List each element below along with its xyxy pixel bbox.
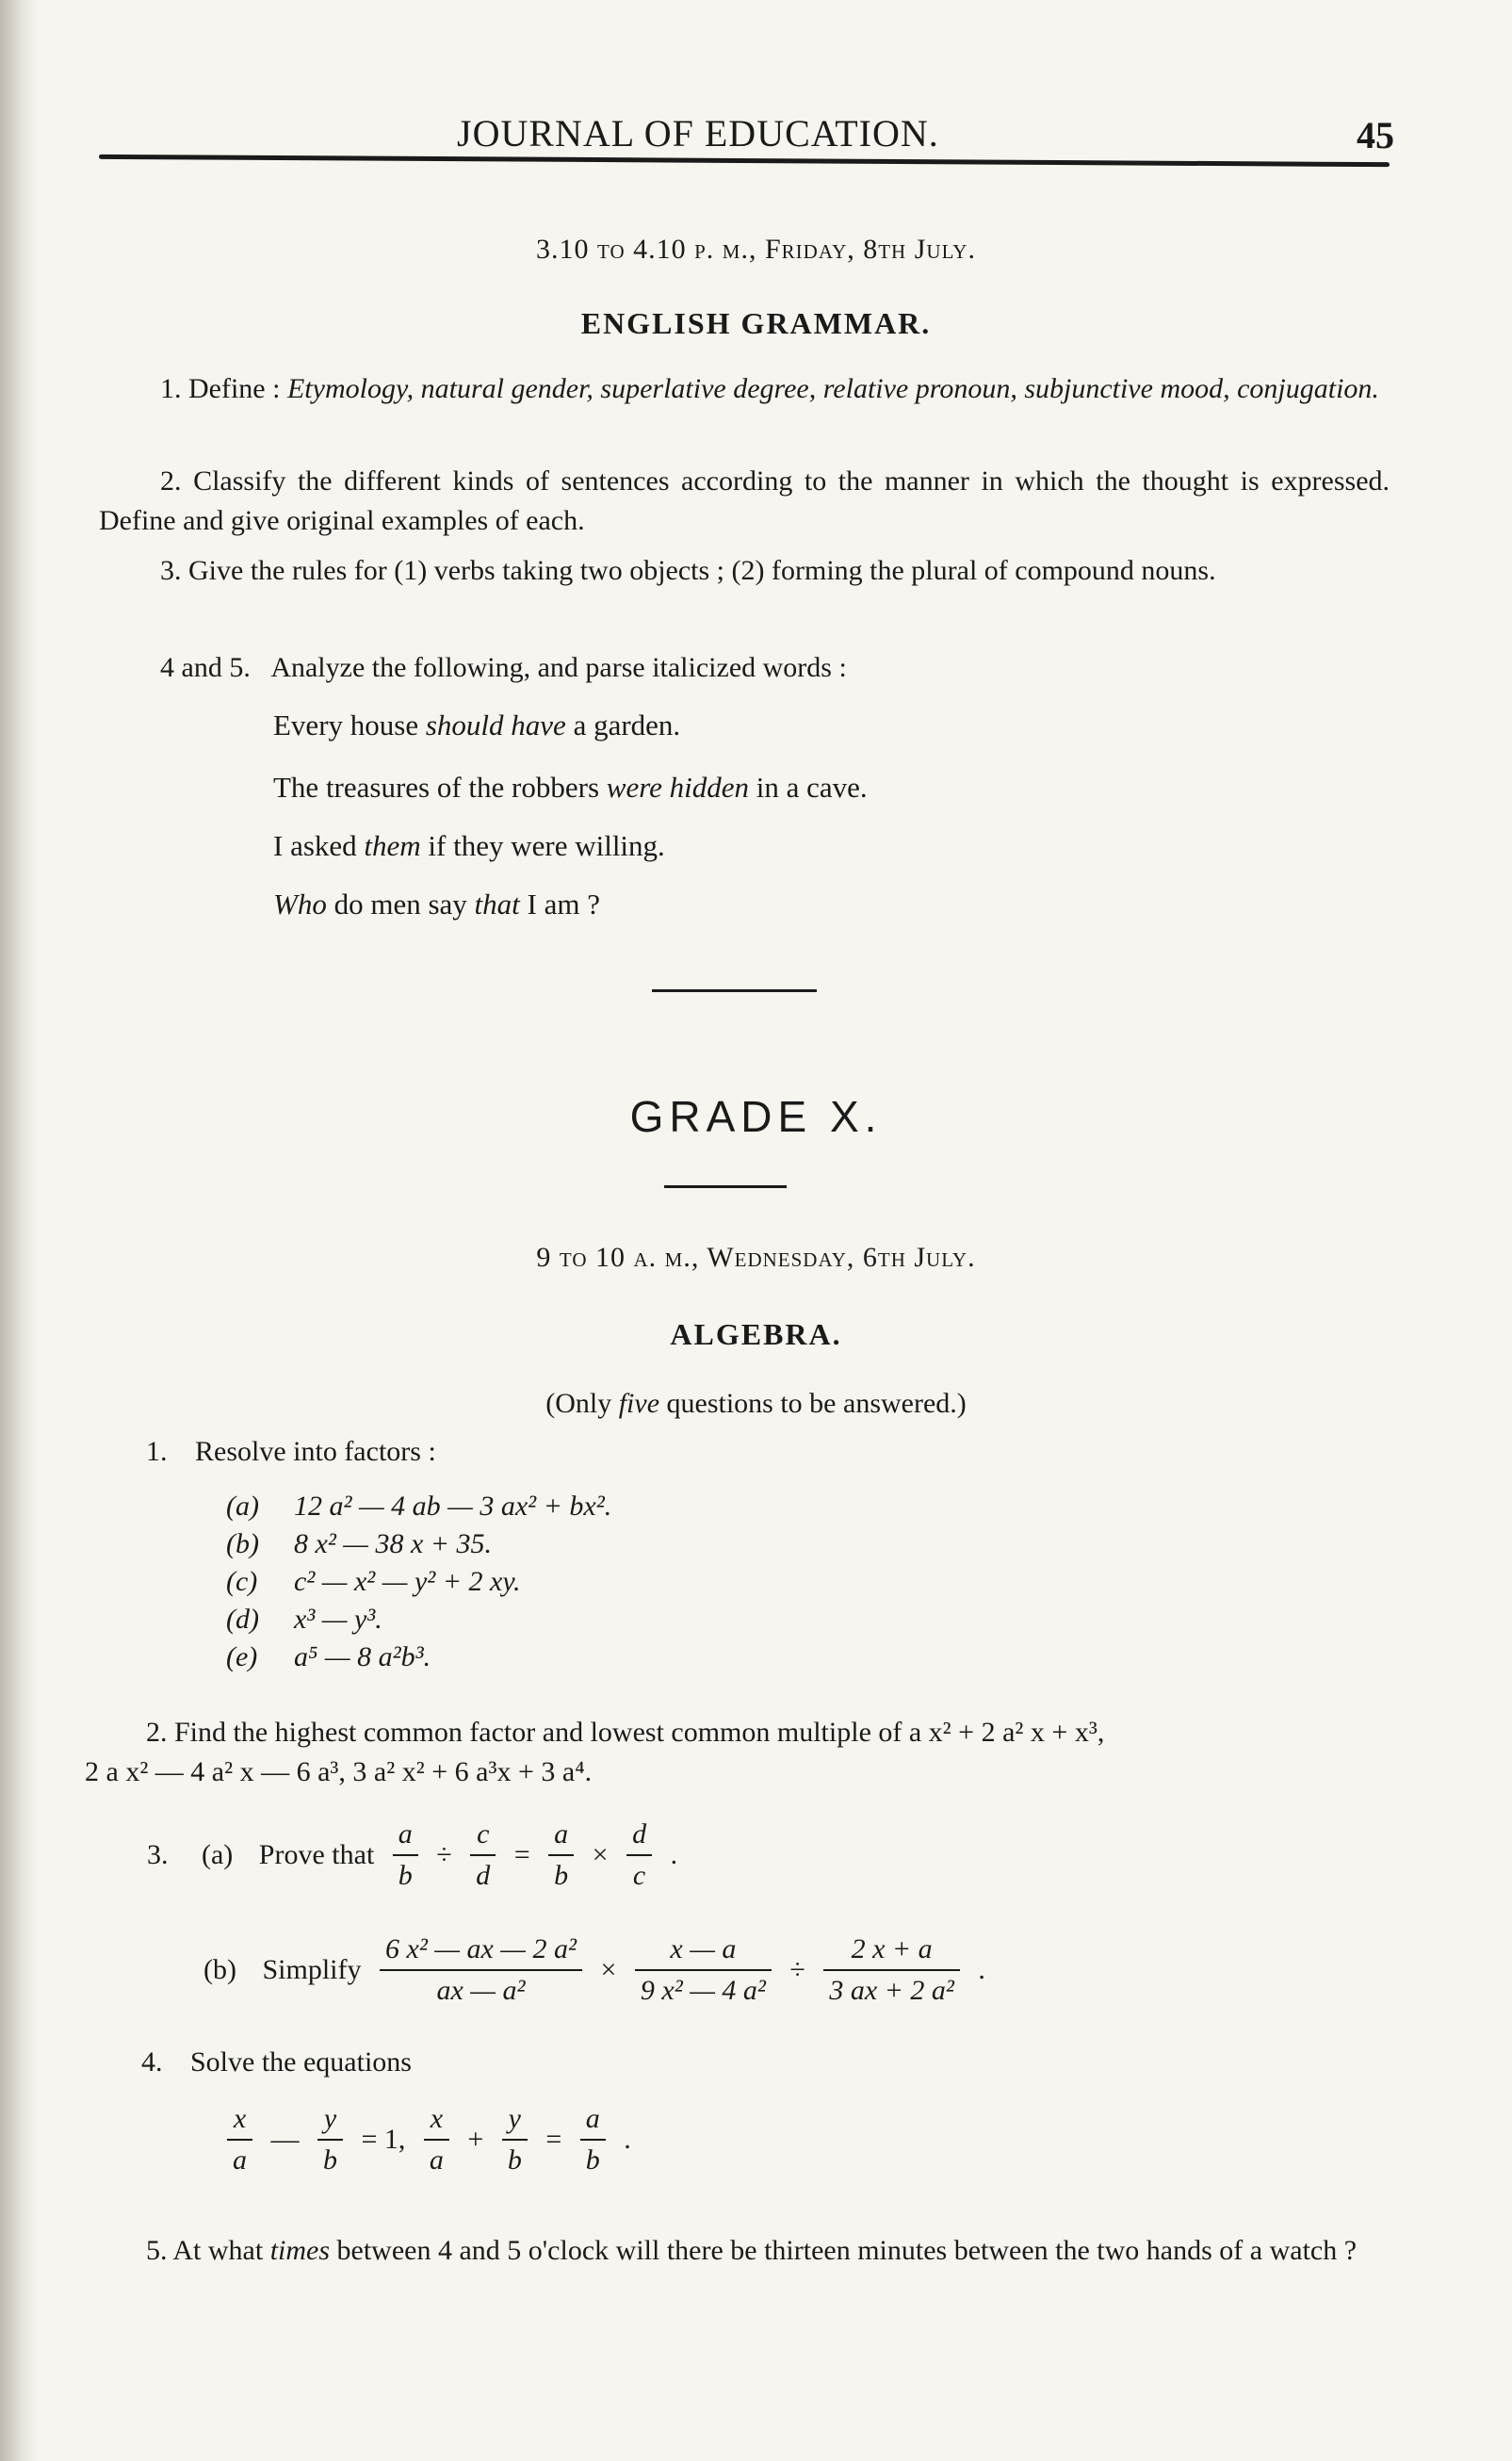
factor-item [226, 1641, 431, 1673]
sentence-text: a garden. [565, 709, 681, 742]
running-head: JOURNAL OF EDUCATION. [457, 112, 939, 155]
denominator: 9 x² — 4 a² [640, 1975, 766, 2006]
simultaneous-equations [221, 2103, 637, 2176]
fraction [227, 2103, 252, 2176]
operator: × [600, 1954, 617, 1985]
exam-time-english: 3.10 to 4.10 p. m., Friday, 8th July. [536, 234, 976, 265]
grammar-question-3 [99, 551, 1390, 591]
factor-label: (a) [226, 1491, 259, 1522]
numerator: y [317, 2103, 343, 2141]
sentence-text: The treasures of the robbers [273, 771, 607, 804]
denominator: d [476, 1860, 491, 1891]
factor-expression: a⁵ — 8 a²b³. [294, 1641, 431, 1672]
part-label: (a) [202, 1839, 234, 1870]
parse-sentence-3 [273, 829, 665, 863]
numerator: a [548, 1818, 574, 1856]
fraction [424, 2103, 449, 2176]
denominator: b [323, 2144, 337, 2176]
denominator: c [632, 1860, 646, 1891]
fraction [470, 1818, 496, 1892]
algebra-question-4 [141, 2043, 412, 2082]
denominator: ax — a² [436, 1975, 526, 2006]
factor-item [226, 1566, 521, 1598]
italic-word: should [425, 709, 504, 742]
numerator: 6 x² — ax — 2 a² [380, 1933, 582, 1971]
fraction [380, 1933, 582, 2007]
question-number: 3. [147, 1839, 169, 1870]
operator: = 1, [361, 2124, 406, 2155]
sentence-text: in a cave. [749, 771, 868, 804]
question-text: Resolve into factors : [195, 1436, 436, 1467]
numerator: x — a [635, 1933, 772, 1971]
question-number: 1. [160, 373, 182, 404]
fraction [580, 2103, 606, 2176]
factor-item [226, 1604, 382, 1636]
question-lead: Simplify [262, 1954, 362, 1985]
algebra-question-2 [85, 1713, 1394, 1792]
italic-word: Who [273, 888, 327, 921]
question-number: 4. [141, 2046, 163, 2078]
factor-label: (e) [226, 1641, 258, 1672]
fraction [317, 2103, 343, 2176]
header-rule [99, 155, 1390, 167]
punctuation: . [670, 1839, 678, 1870]
algebra-question-3a [141, 1818, 683, 1892]
numerator: 2 x + a [823, 1933, 960, 1971]
question-text: Give the rules for (1) verbs taking two objects ; (2) forming the plural of compound nouns. [188, 555, 1216, 586]
algebra-question-5 [85, 2231, 1394, 2271]
sentence-text: Every house [273, 709, 426, 742]
grammar-question-4-5 [160, 648, 847, 688]
question-lead: Define : [188, 373, 287, 404]
factor-expression: x³ — y³. [294, 1604, 382, 1635]
grade-divider [664, 1185, 787, 1188]
numerator: x [227, 2103, 252, 2141]
question-number: 2. [160, 465, 182, 497]
parse-sentence-2 [273, 771, 868, 805]
grammar-question-1 [99, 369, 1390, 409]
italic-word: them [364, 829, 421, 862]
subject-algebra: ALGEBRA. [670, 1317, 842, 1351]
grade-title: GRADE X. [629, 1092, 883, 1141]
sentence-text: I am ? [519, 888, 600, 921]
question-text: 2 a x² — 4 a² x — 6 a³, 3 a² x² + 6 a³x + 3 a⁴. [85, 1756, 593, 1787]
italic-word: times [269, 2235, 331, 2266]
italic-word: have [511, 709, 566, 742]
fraction [502, 2103, 528, 2176]
algebra-question-1 [146, 1432, 436, 1472]
operator: + [467, 2124, 484, 2155]
denominator: a [429, 2144, 444, 2176]
question-lead: Prove that [258, 1839, 375, 1870]
factor-label: (c) [226, 1566, 258, 1597]
grammar-question-2 [99, 462, 1390, 541]
question-number: 1. [146, 1436, 168, 1467]
denominator: a [233, 2144, 247, 2176]
algebra-question-3b [198, 1933, 991, 2007]
numerator: a [393, 1818, 418, 1856]
sentence-text: do men say [326, 888, 475, 921]
answer-instruction [0, 1388, 1512, 1420]
numerator: a [580, 2103, 606, 2141]
page-number: 45 [1357, 114, 1394, 156]
question-number: 3. [160, 555, 182, 586]
factor-label: (d) [226, 1604, 259, 1635]
scan-edge-shadow [0, 0, 38, 2461]
sentence-text: I asked [273, 829, 365, 862]
question-terms: Etymology, natural gender, superlative degree, relative pronoun, subjunctive mood, conjugation. [286, 373, 1379, 404]
question-text: between 4 and 5 o'clock will there be thirteen minutes between the two hands of a watch ? [330, 2235, 1358, 2266]
operator: — [270, 2124, 300, 2155]
operator: = [545, 2124, 562, 2155]
punctuation: . [624, 2124, 631, 2155]
question-text: Analyze the following, and parse italicized words : [270, 652, 847, 683]
question-number: 4 and 5. [160, 652, 251, 683]
denominator: b [554, 1860, 569, 1891]
factor-expression: 8 x² — 38 x + 35. [294, 1528, 493, 1559]
operator: × [592, 1839, 609, 1870]
question-number: 2. [146, 1717, 168, 1748]
parse-sentence-4 [273, 888, 600, 921]
denominator: 3 ax + 2 a² [829, 1975, 954, 2006]
parse-sentence-1 [273, 709, 680, 742]
part-label: (b) [203, 1954, 236, 1985]
factor-expression: c² — x² — y² + 2 xy. [294, 1566, 521, 1597]
section-divider [652, 989, 817, 992]
subject-english-grammar: ENGLISH GRAMMAR. [580, 306, 932, 340]
fraction [823, 1933, 960, 2007]
italic-word: were hidden [606, 771, 750, 804]
operator: ÷ [789, 1954, 805, 1985]
note-text: questions to be answered.) [659, 1388, 967, 1419]
exam-time-algebra: 9 to 10 a. m., Wednesday, 6th July. [536, 1242, 976, 1273]
fraction [626, 1818, 652, 1892]
punctuation: . [978, 1954, 985, 1985]
fraction [548, 1818, 574, 1892]
operator: = [513, 1839, 530, 1870]
sentence-text: if they were willing. [420, 829, 665, 862]
denominator: b [398, 1860, 413, 1891]
factor-expression: 12 a² — 4 ab — 3 ax² + bx². [294, 1491, 612, 1522]
question-text: At what [172, 2235, 270, 2266]
factor-item [226, 1491, 611, 1523]
denominator: b [507, 2144, 522, 2176]
question-text: Classify the different kinds of sentences according to the manner in which the thought is expressed. Define and give original examples of each. [99, 465, 1390, 536]
operator: ÷ [436, 1839, 452, 1870]
numerator: d [626, 1818, 652, 1856]
note-text: (Only [545, 1388, 619, 1419]
factor-item [226, 1528, 492, 1560]
numerator: c [470, 1818, 496, 1856]
numerator: x [424, 2103, 449, 2141]
question-text: Find the highest common factor and lowest common multiple of a x² + 2 a² x + x³, [174, 1717, 1105, 1748]
fraction [635, 1933, 772, 2007]
numerator: y [502, 2103, 528, 2141]
denominator: b [585, 2144, 600, 2176]
factor-label: (b) [226, 1528, 259, 1559]
italic-word: that [474, 888, 520, 921]
note-italic: five [618, 1388, 660, 1419]
question-number: 5. [146, 2235, 168, 2266]
fraction [393, 1818, 418, 1892]
question-text: Solve the equations [190, 2046, 412, 2078]
